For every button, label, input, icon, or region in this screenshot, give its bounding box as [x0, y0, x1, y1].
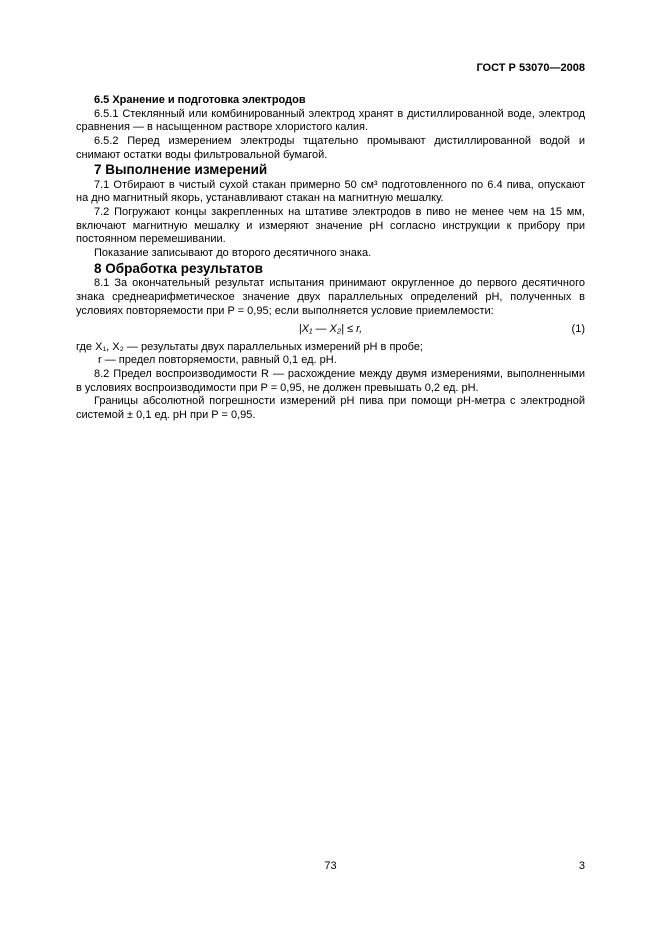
page-number-center: 73	[324, 860, 337, 872]
heading-6-5: 6.5 Хранение и подготовка электродов	[94, 94, 306, 106]
formula-number: (1)	[571, 323, 585, 336]
paragraph-6-5-2: 6.5.2 Перед измерением электроды тщательно промывают дистиллированной водой и снимают остатки воды фильтровальной бумагой.	[76, 134, 585, 161]
doc-number: ГОСТ Р 53070—2008	[476, 62, 585, 74]
document-footer	[76, 860, 585, 874]
page-number-right: 3	[578, 860, 585, 872]
paragraph-8-2-note: Границы абсолютной погрешности измерений pH пива при помощи pH-метра с электродной системой ± 0,1 ед. pH при P = 0,95.	[76, 395, 585, 421]
formula-where-definition-2: r — предел повторяемости, равный 0,1 ед. pH.	[98, 354, 337, 367]
document-body	[76, 94, 585, 423]
heading-7: 7 Выполнение измерений	[94, 162, 268, 178]
formula-row	[76, 323, 585, 337]
paragraph-8-1: 8.1 За окончательный результат испытания принимают округленное до первого десятичного знака среднеарифметическое значение двух параллельных определений pH, полученных в условиях повторяемости при P = 0,95; если выполняется условие приемлемости:	[76, 277, 585, 317]
paragraph-7-1: 7.1 Отбирают в чистый сухой стакан примерно 50 см³ подготовленного по 6.4 пива, опускают на дно магнитный якорь, устанавливают стакан на магнитную мешалку.	[76, 178, 585, 205]
formula-where-definition-1: где X₁, X₂ — результаты двух параллельных измерений pH в пробе;	[76, 340, 423, 353]
heading-8: 8 Обработка результатов	[94, 260, 263, 276]
document-header	[76, 62, 585, 74]
paragraph-6-5-1: 6.5.1 Стеклянный или комбинированный электрод хранят в дистиллированной воде, электрод сравнения — в насыщенном растворе хлористого калия.	[76, 107, 585, 134]
paragraph-7-2: 7.2 Погружают концы закрепленных на штативе электродов в пиво не менее чем на 15 мм, включают магнитную мешалку и измеряют значение pH согласно инструкции к прибору при постоянном перемешивании.	[76, 206, 585, 246]
paragraph-8-2: 8.2 Предел воспроизводимости R — расхождение между двумя измерениями, выполненными в условиях воспроизводимости при P = 0,95, не должен превышать 0,2 ед. pH.	[76, 368, 585, 394]
formula-expression: |X₁ — X₂| ≤ r,	[298, 323, 363, 336]
paragraph-7-2-note: Показание записывают до второго десятичного знака.	[94, 246, 372, 259]
